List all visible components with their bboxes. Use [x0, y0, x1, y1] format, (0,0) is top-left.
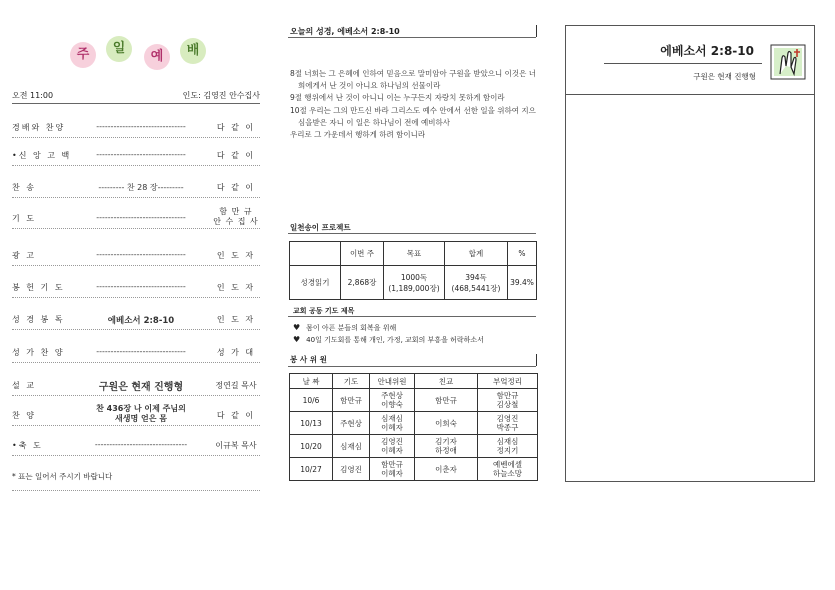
- prayer-item: ♥ 몸이 아픈 분들의 회복을 위해: [293, 322, 484, 334]
- divider: [12, 265, 260, 266]
- table-header: 안내위원: [370, 374, 415, 389]
- table-header: 이번 주: [341, 242, 384, 266]
- table-cell: 김영진: [333, 458, 370, 481]
- divider: [288, 316, 536, 317]
- standing-note: * 표는 일어서 주시기 바랍니다: [12, 472, 113, 481]
- order-row: [12, 373, 260, 395]
- divider: [12, 165, 260, 166]
- table-header: 목표: [384, 242, 445, 266]
- table-cell: 함만규 김상철: [478, 389, 538, 412]
- divider: [566, 94, 814, 95]
- table-cell: 김영진 박종구: [478, 412, 538, 435]
- divider: [12, 103, 260, 104]
- order-person: 이규복 목사: [215, 441, 257, 450]
- service-info: [12, 90, 260, 101]
- table-row: [290, 458, 538, 481]
- order-label: 봉 헌 기 도: [12, 283, 65, 292]
- table-cell: 2,868장: [341, 266, 384, 300]
- service-leader: 인도: 김영진 안수집사: [182, 91, 260, 100]
- table-cell: 이춘자: [415, 458, 478, 481]
- order-person: 다 같 이: [216, 123, 256, 132]
- order-person: 다 같 이: [216, 411, 256, 420]
- order-label: 설 교: [12, 381, 36, 390]
- service-title: [70, 38, 220, 74]
- order-row: [12, 340, 260, 362]
- order-detail: -------------------------------: [96, 347, 186, 356]
- table-row: [290, 412, 538, 435]
- table-cell: 10/27: [290, 458, 333, 481]
- order-label: 찬 양: [12, 411, 36, 420]
- title-char-2: 일: [106, 36, 132, 62]
- table-cell: 김영진 이혜자: [370, 435, 415, 458]
- order-row: [12, 243, 260, 265]
- table-cell: 함만규 이혜자: [370, 458, 415, 481]
- order-row: [12, 206, 260, 228]
- order-label: 찬 송: [12, 183, 36, 192]
- order-person: 인 도 자: [216, 315, 256, 324]
- divider: [12, 490, 260, 491]
- order-detail: -------------------------------: [96, 150, 186, 159]
- verse-9: 9절 행위에서 난 것이 아니니 이는 누구든지 자랑치 못하게 함이라: [290, 93, 505, 103]
- order-person: 성 가 대: [216, 348, 256, 357]
- table-header: 합계: [445, 242, 508, 266]
- order-person: 인 도 자: [216, 283, 256, 292]
- divider: [604, 63, 762, 64]
- divider: [12, 455, 260, 456]
- table-cell: 394독 (468,5441장): [445, 266, 508, 300]
- sermon-cover: [565, 25, 815, 482]
- order-row: [12, 275, 260, 297]
- order-detail: -------------------------------: [96, 122, 186, 131]
- table-row: [290, 435, 538, 458]
- order-row: [12, 403, 260, 425]
- prayer-item: ♥ 40일 기도회를 통해 개인, 가정, 교회의 부흥을 허락하소서: [293, 334, 484, 346]
- order-detail: 에베소서 2:8-10: [107, 316, 175, 326]
- divider: [12, 395, 260, 396]
- divider: [12, 329, 260, 330]
- service-time: 오전 11:00: [12, 91, 54, 100]
- divider: [12, 362, 260, 363]
- table-cell: 함만규: [333, 389, 370, 412]
- table-cell: 김기자 하정애: [415, 435, 478, 458]
- project-heading: 일천송이 프로젝트: [290, 223, 351, 232]
- divider: [12, 425, 260, 426]
- cover-subtitle: 구원은 현재 진행형: [693, 72, 756, 81]
- divider: [288, 233, 536, 234]
- scripture-heading: 오늘의 성경, 에베소서 2:8-10: [290, 27, 400, 36]
- order-row: [12, 433, 260, 455]
- order-row: [12, 143, 260, 165]
- order-label: 성 가 찬 양: [12, 348, 65, 357]
- service-table: [289, 373, 538, 481]
- table-cell: 주현상: [333, 412, 370, 435]
- table-header: 기도: [333, 374, 370, 389]
- order-detail: 찬 436장 나 이제 주님의 새생명 얻은 몸: [96, 404, 186, 423]
- service-heading: 봉 사 위 원: [290, 355, 327, 364]
- order-detail: -------------------------------: [96, 250, 186, 259]
- praying-hands-icon: [770, 44, 806, 80]
- verse-10: 10절 우리는 그의 만드신 바라 그리스도 예수 안에서 선한 일을 위하여 지으심을받은 자니 이 일은 하나님이 전에 예비하사: [290, 105, 536, 127]
- order-person: 다 같 이: [216, 183, 256, 192]
- table-header: 친교: [415, 374, 478, 389]
- title-char-1: 주: [70, 42, 96, 68]
- table-row: [290, 389, 538, 412]
- table-cell: 심재심 이혜자: [370, 412, 415, 435]
- heading-bar: [536, 25, 537, 37]
- project-table: [289, 241, 537, 300]
- table-header: %: [508, 242, 537, 266]
- divider: [12, 137, 260, 138]
- table-cell: 10/20: [290, 435, 333, 458]
- divider: [288, 366, 536, 367]
- table-cell: 심재심: [333, 435, 370, 458]
- table-cell: 성경읽기: [290, 266, 341, 300]
- table-cell: 이희숙: [415, 412, 478, 435]
- prayer-heading: 교회 공동 기도 제목: [293, 307, 355, 315]
- order-label: 기 도: [12, 214, 36, 223]
- table-cell: 심재심 정지기: [478, 435, 538, 458]
- verse-10-cont: 우리로 그 가운데서 행하게 하려 함이니라: [290, 130, 426, 140]
- order-detail: -------------------------------: [96, 213, 186, 222]
- order-person: 정연길 목사: [215, 381, 257, 390]
- scripture-text: [290, 68, 538, 141]
- order-detail: --------- 찬 28 장---------: [98, 183, 184, 192]
- order-label: 경배와 찬양: [12, 123, 66, 132]
- verse-8: 8절 너희는 그 은혜에 인하여 믿음으로 말미암아 구원을 받았으니 이것은 너희에게서 난 것이 아니요 하나님의 선물이라: [290, 69, 536, 91]
- order-label: 성 경 봉 독: [12, 315, 65, 324]
- table-cell: 10/6: [290, 389, 333, 412]
- order-label: •신 앙 고 백: [12, 151, 72, 160]
- divider: [12, 228, 260, 229]
- cover-title: 에베소서 2:8-10: [660, 44, 754, 58]
- order-row: [12, 115, 260, 137]
- table-cell: 10/13: [290, 412, 333, 435]
- table-header: 부엌정리: [478, 374, 538, 389]
- table-cell: 예벤에셀 하늘소망: [478, 458, 538, 481]
- title-char-3: 예: [144, 44, 170, 70]
- title-char-4: 배: [180, 38, 206, 64]
- order-person: 인 도 자: [216, 251, 256, 260]
- prayer-list: [293, 322, 484, 346]
- table-cell: 39.4%: [508, 266, 537, 300]
- table-header: [290, 242, 341, 266]
- order-label: 광 고: [12, 251, 36, 260]
- order-detail: -------------------------------: [96, 282, 186, 291]
- order-label: •축 도: [12, 441, 43, 450]
- divider: [288, 37, 536, 38]
- order-person: 다 같 이: [216, 151, 256, 160]
- table-cell: 함만규: [415, 389, 478, 412]
- order-person: 함 만 규 안 수 집 사: [213, 207, 259, 226]
- order-detail: 구원은 현재 진행형: [98, 382, 184, 393]
- heading-bar: [536, 354, 537, 366]
- divider: [12, 297, 260, 298]
- order-row: [12, 175, 260, 197]
- order-detail: --------------------------------: [94, 440, 188, 449]
- table-cell: 주현상 이향숙: [370, 389, 415, 412]
- order-row: [12, 307, 260, 329]
- table-header: 날 짜: [290, 374, 333, 389]
- table-cell: 1000독 (1,189,000장): [384, 266, 445, 300]
- divider: [12, 197, 260, 198]
